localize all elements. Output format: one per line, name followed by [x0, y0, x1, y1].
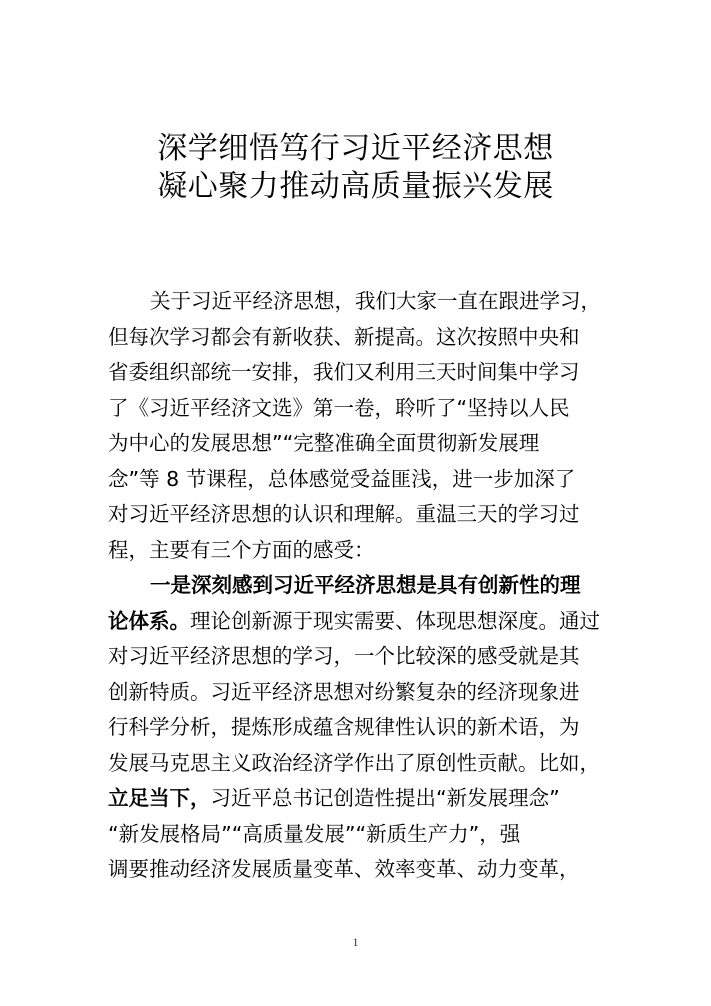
body-line: [108, 817, 608, 851]
document-title-line-2: 凝心聚力推动高质量振兴发展: [157, 169, 554, 204]
body-line: [108, 675, 608, 709]
text-segment: 了《习近平经济文选》第一卷，聆听了“坚持以人民: [108, 395, 570, 420]
bold-text-segment: 论体系。: [108, 608, 190, 633]
text-segment: 对习近平经济思想的学习，一个比较深的感受就是其: [108, 644, 580, 668]
body-line: [150, 568, 610, 602]
text-segment: 对习近平经济思想的认识和理解。重温三天的学习过: [108, 502, 580, 526]
body-line: [108, 852, 608, 886]
body-line: [108, 391, 608, 425]
text-segment: 创新特质。习近平经济思想对纷繁复杂的经济现象进: [108, 679, 580, 704]
text-segment: 关于习近平经济思想，我们大家一直在跟进学习，: [150, 289, 601, 313]
body-line: [108, 355, 608, 389]
text-segment: 行科学分析，提炼形成蕴含规律性认识的新术语，为: [108, 715, 580, 739]
body-line: [108, 781, 608, 815]
body-line: [108, 746, 608, 780]
text-segment: 省委组织部统一安排，我们又利用三天时间集中学习: [108, 360, 580, 384]
body-line: [108, 462, 608, 496]
body-line: [108, 710, 608, 744]
text-segment: 念”等 8 节课程，总体感觉受益匪浅，进一步加深了: [108, 466, 576, 491]
bold-text-segment: 一是深刻感到习近平经济思想是具有创新性的理: [150, 573, 581, 597]
page-number: 1: [352, 935, 359, 949]
text-segment: 程，主要有三个方面的感受：: [108, 537, 375, 562]
body-line: [108, 604, 608, 638]
text-segment: 习近平总书记创造性提出“新发展理念”: [210, 786, 560, 810]
body-line: [150, 284, 610, 318]
text-segment: 为中心的发展思想”“完整准确全面贯彻新发展理: [108, 431, 540, 455]
text-segment: “新发展格局”“高质量发展”“新质生产力”，强: [108, 821, 521, 846]
body-line: [108, 497, 608, 531]
document-title-line-1: 深学细悟笃行习近平经济思想: [157, 131, 554, 166]
body-line: [108, 533, 608, 567]
body-line: [108, 426, 608, 460]
text-segment: 但每次学习都会有新收获、新提高。这次按照中央和: [108, 324, 580, 349]
bold-text-segment: 立足当下，: [108, 786, 211, 810]
body-line: [108, 639, 608, 673]
body-line: [108, 320, 608, 354]
text-segment: 发展马克思主义政治经济学作出了原创性贡献。比如，: [108, 750, 600, 775]
text-segment: 调要推动经济发展质量变革、效率变革、动力变革，: [108, 857, 580, 881]
text-segment: 理论创新源于现实需要、体现思想深度。通过: [190, 608, 600, 633]
